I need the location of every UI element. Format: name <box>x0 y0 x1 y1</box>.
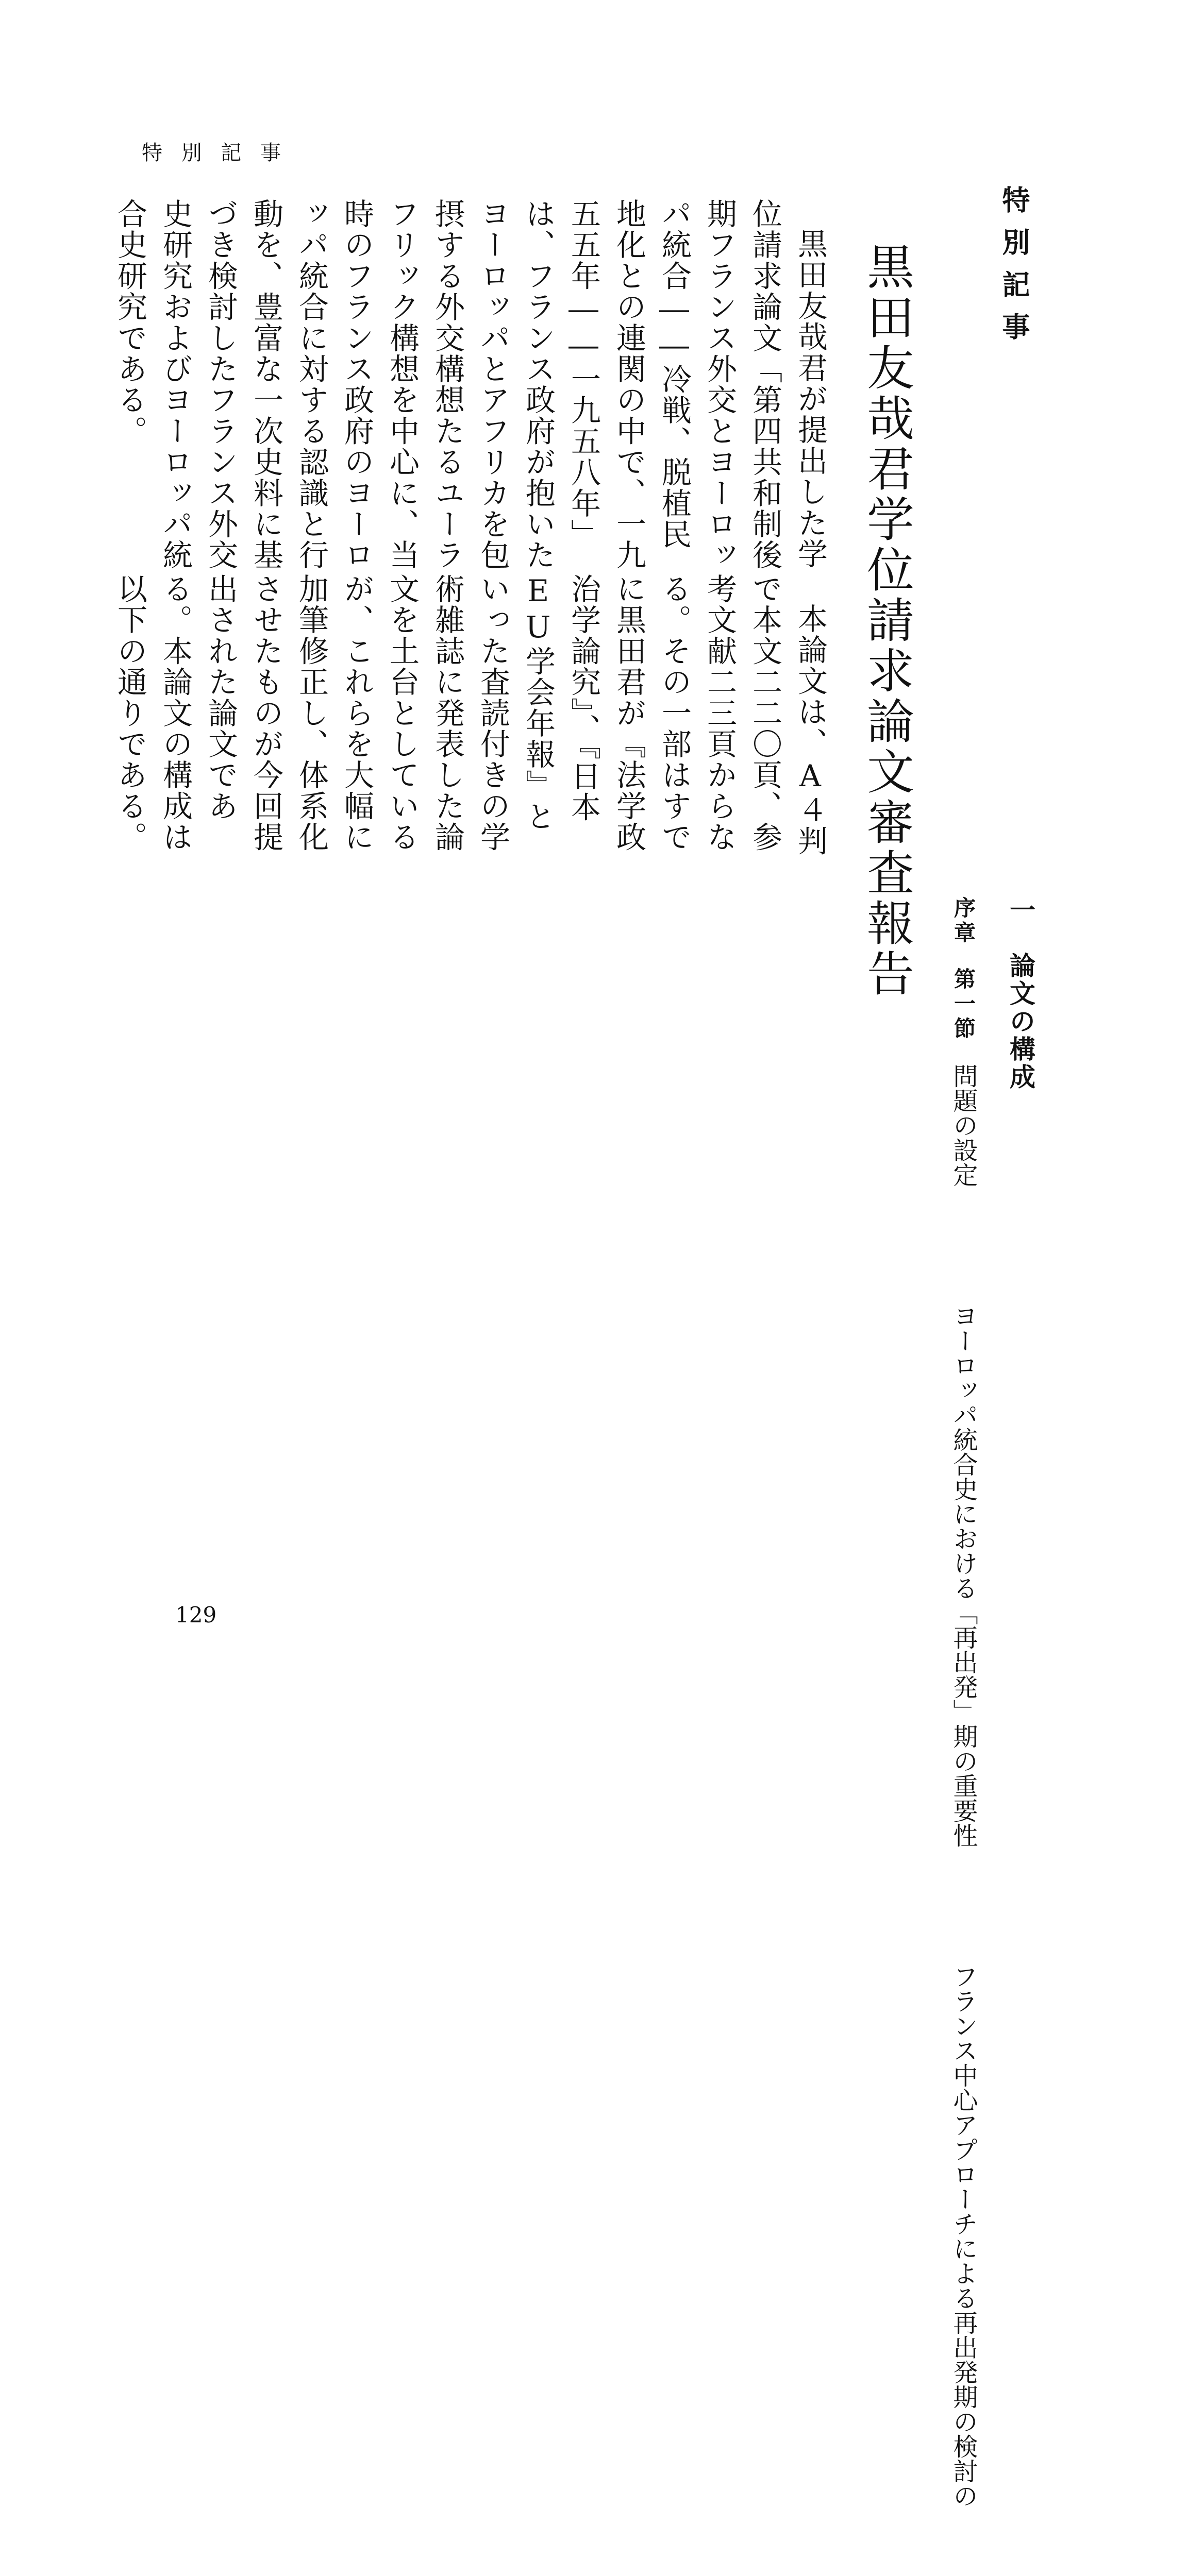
toc-line <box>944 896 982 968</box>
table-of-contents <box>944 896 982 2508</box>
toc-line <box>944 968 982 1187</box>
paragraph-2: 本論文は、A４判で本文二二〇頁、参考文献二三頁からなる。その一部はすでに黒田君が『法学政治学論究』、『日本EU学会年報』といった査読付きの学術雑誌に発表した論文を土台としているが、これらを大幅に加筆修正し、体系化させたものが今回提出された論文である。本論文の構成は以下の通りである。 <box>112 573 828 857</box>
toc-line <box>944 2508 982 2576</box>
section-category-label: 特別記事 <box>998 185 1030 354</box>
toc-line <box>944 1187 982 1848</box>
toc-text: ヨーロッパ統合史における「再出発」期の重要性 <box>949 1303 978 1848</box>
paragraph-1: 黒田友哉君が提出した学位請求論文「第四共和制後期フランス外交とヨーロッパ統合――冷戦、脱植民地化との連関の中で、一九五五年――一九五八年」は、フランス政府が抱いたヨーロッパとアフリカを包摂する外交構想たるユーラフリック構想を中心に、当時のフランス政府のヨーロッパ統合に対する認識と行動を、豊富な一次史料に基づき検討したフランス外交史研究およびヨーロッパ統合史研究である。 <box>112 198 828 571</box>
body-text <box>107 198 833 858</box>
toc-line <box>944 1848 982 2508</box>
toc-number: 第一節 <box>951 968 976 1042</box>
section-heading: 一 論文の構成 <box>1006 896 1035 1091</box>
toc-text: 問題の設定 <box>949 1063 978 1187</box>
toc-number: 序章 <box>951 896 976 946</box>
running-header: 特 別 記 事 <box>142 141 288 165</box>
report-title: 黒田友哉君学位請求論文審査報告 <box>859 242 914 999</box>
toc-text: フランス中心アプローチによる再出発期の検討の <box>949 1964 978 2508</box>
page-number: 129 <box>175 1602 217 1628</box>
